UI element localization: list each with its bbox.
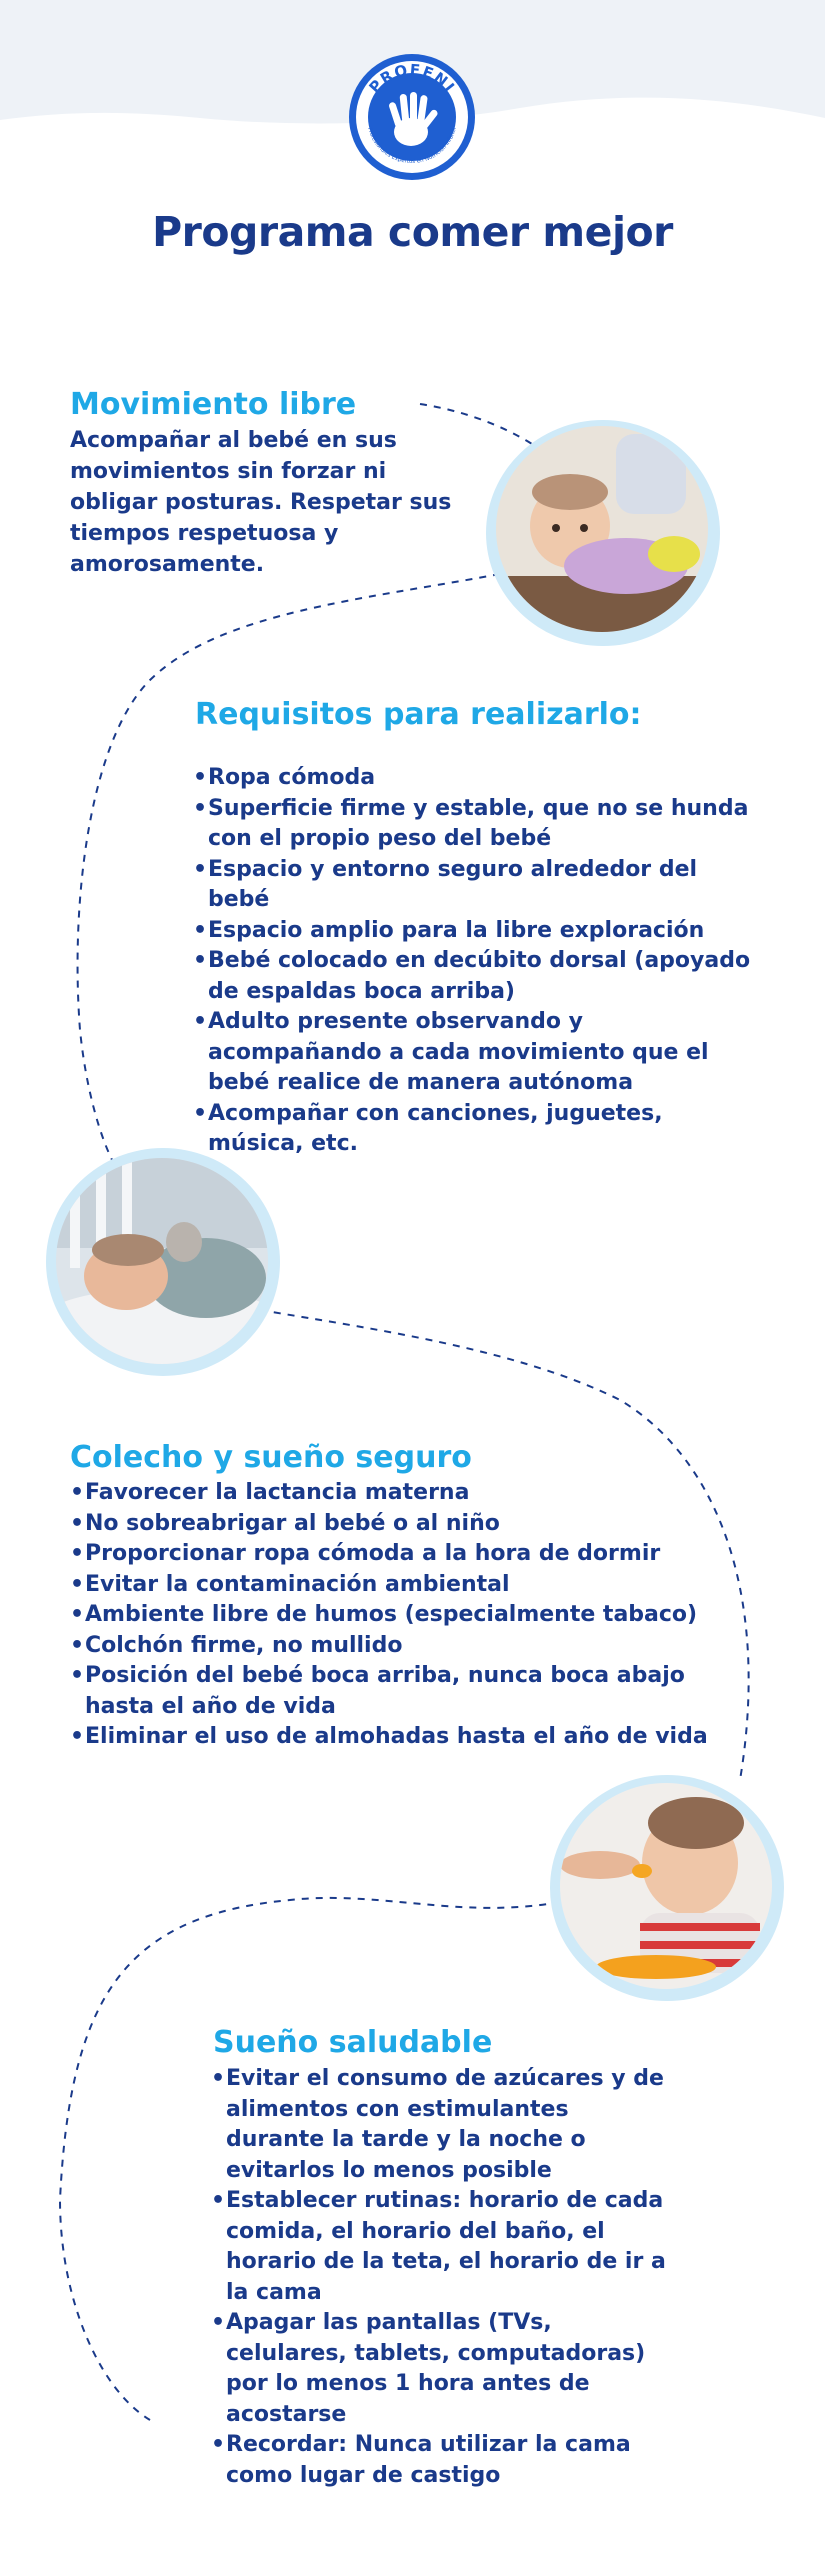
list-item: • Espacio y entorno seguro alrededor del bebé [193,855,763,916]
logo-tagline-text: Profesionales Expertos en Nutrición Infantil [366,126,458,166]
logo-brand-text: PROFENI [365,60,459,97]
section-text-movimiento: Acompañar al bebé en sus movimientos sin forzar ni obligar posturas. Respetar sus tiempos respetuosa y amorosamente. [70,428,452,577]
list-item: • Establecer rutinas: horario de cada comida, el horario del baño, el horario de la teta, el horario de ir a la cama [211,2186,671,2308]
list-item: • No sobreabrigar al bebé o al niño [70,1509,710,1540]
list-item: • Eliminar el uso de almohadas hasta el año de vida [70,1722,710,1753]
section-title-movimiento: Movimiento libre [70,387,357,422]
bullet-list-sueno [211,2064,671,2491]
list-item: • Ropa cómoda [193,763,763,794]
list-item: • Apagar las pantallas (TVs, celulares, tablets, computadoras) por lo menos 1 hora antes de acostarse [211,2308,671,2430]
list-item: • Posición del bebé boca arriba, nunca boca abajo hasta el año de vida [70,1661,710,1722]
bullet-list-colecho [70,1478,710,1753]
list-item: • Favorecer la lactancia materna [70,1478,710,1509]
list-item: • Colchón firme, no mullido [70,1631,710,1662]
photo-baby-crawling [496,426,708,632]
section-title-colecho: Colecho y sueño seguro [70,1440,472,1475]
page-title: Programa comer mejor [152,208,673,256]
section-title-requisitos: Requisitos para realizarlo: [195,697,642,732]
list-item: • Proporcionar ropa cómoda a la hora de dormir [70,1539,710,1570]
list-item: • Espacio amplio para la libre exploración [193,916,763,947]
list-item: • Evitar la contaminación ambiental [70,1570,710,1601]
list-item: • Superficie firme y estable, que no se hunda con el propio peso del bebé [193,794,763,855]
list-item: • Adulto presente observando y acompañando a cada movimiento que el bebé realice de manera autónoma [193,1007,763,1099]
section-title-sueno: Sueño saludable [213,2025,493,2060]
list-item: • Recordar: Nunca utilizar la cama como lugar de castigo [211,2430,671,2491]
list-item: • Ambiente libre de humos (especialmente tabaco) [70,1600,710,1631]
profeni-logo [347,52,477,182]
photo-baby-sleeping [56,1158,268,1364]
photo-baby-eating [560,1783,772,1989]
list-item: • Bebé colocado en decúbito dorsal (apoyado de espaldas boca arriba) [193,946,763,1007]
list-item: • Evitar el consumo de azúcares y de alimentos con estimulantes durante la tarde y la noche o evitarlos lo menos posible [211,2064,671,2186]
list-item: • Acompañar con canciones, juguetes, música, etc. [193,1099,763,1160]
bullet-list-requisitos [193,763,763,1160]
